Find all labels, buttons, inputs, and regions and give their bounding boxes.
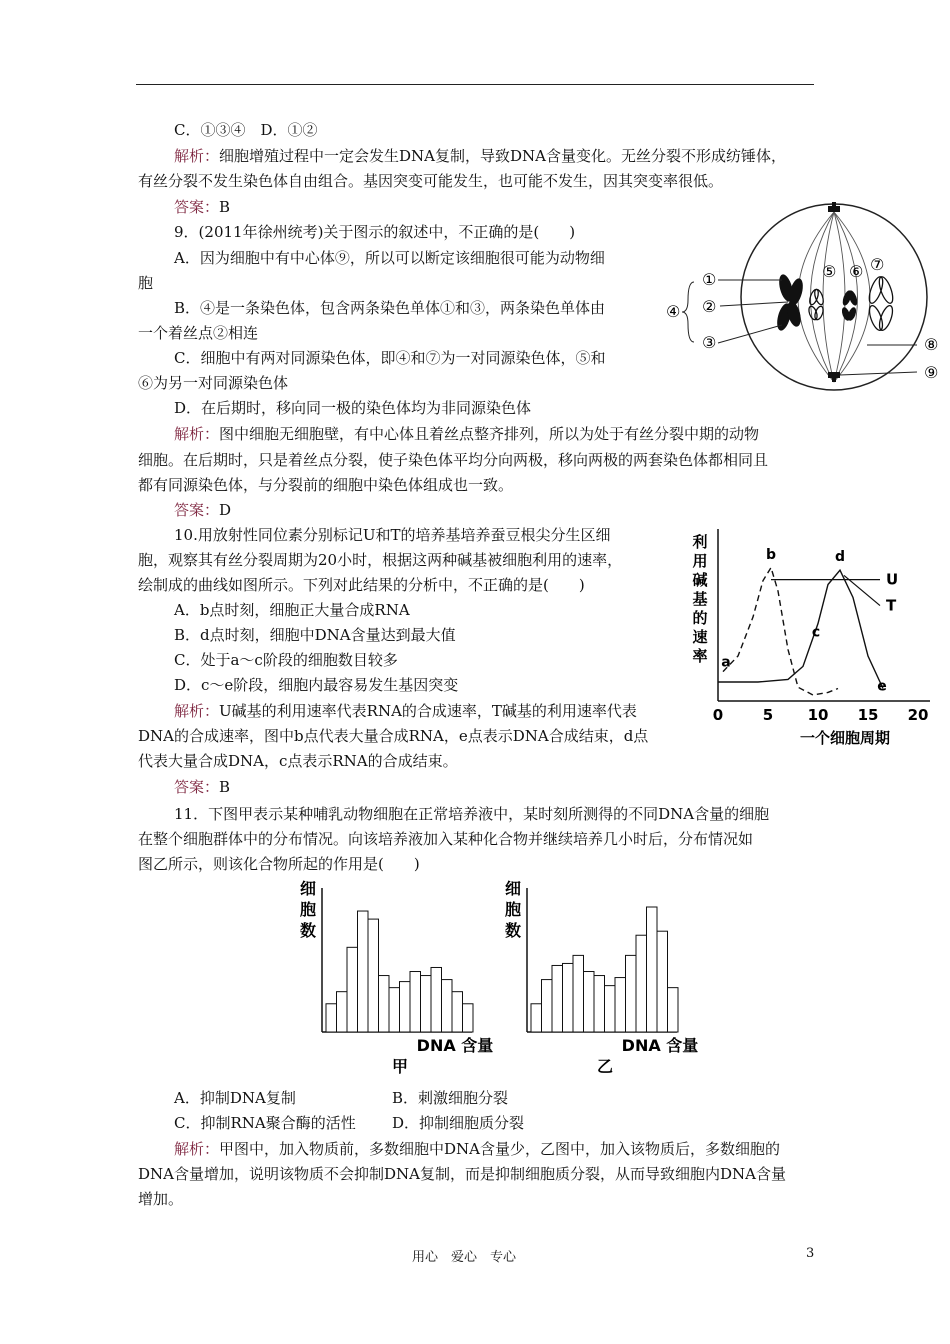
y-label-char: 细 [504,879,522,898]
x-tick-label: 10 [807,706,829,724]
histogram-bar [326,1004,337,1032]
base-usage-rate-chart [690,525,940,755]
q9-analysis-line2: 细胞。在后期时，只是着丝点分裂，使子染色体平均分向两极，移向两极的两套染色体都相同且 [138,451,769,469]
q9-option-d: D．在后期时，移向同一极的染色体均为非同源染色体 [174,399,532,417]
q11-analysis-line2: DNA含量增加，说明该物质不会抑制DNA复制，而是抑制细胞质分裂，从而导致细胞内DNA含量 [138,1165,786,1183]
label-8: ⑧ [924,335,939,354]
header-rule [136,84,814,85]
q11-option-c: C．抑制RNA聚合酶的活性 [174,1114,356,1132]
q8-options-cd: C．①③④ D．①② [174,121,318,139]
histogram-bar [400,982,411,1032]
point-label-b: b [765,547,777,563]
series-T-label: T [886,596,897,615]
point-label-d: d [834,549,846,565]
histogram-bar [347,947,358,1032]
histogram-bar [531,1004,542,1032]
q10-stem-line2: 胞，观察其有丝分裂周期为20小时，根据这两种碱基被细胞利用的速率， [138,551,623,569]
q9-analysis-line3: 都有同源染色体，与分裂前的细胞中染色体组成也一致。 [138,476,514,494]
y-label-char: 用 [692,552,708,570]
q8-answer: 答案：B [174,198,231,216]
y-label-char: 数 [504,921,522,940]
label-7: ⑦ [870,255,885,274]
x-tick-label: 0 [712,706,724,724]
x-tick-label: 5 [762,706,774,724]
histogram-bar [431,967,442,1032]
q10-option-c: C．处于a～c阶段的细胞数目较多 [174,651,398,669]
x-axis-label: 一个细胞周期 [799,729,891,747]
y-label-char: 利 [692,533,708,551]
histogram-bar [410,972,421,1032]
analysis-label: 解析： [174,1140,220,1158]
series-U-label: U [886,570,899,589]
q9-option-a-line2: 胞 [138,274,154,292]
q10-answer: 答案：B [174,778,231,796]
histogram-bar [442,980,453,1032]
point-label-e: e [877,678,887,695]
q10-analysis-line2: DNA的合成速率，图中b点代表大量合成RNA，e点表示DNA合成结束，d点 [138,727,649,745]
label-9: ⑨ [924,363,939,382]
q11-option-b: B．刺激细胞分裂 [392,1089,509,1107]
chromosome-7 [867,275,896,332]
label-1: ① [702,270,717,289]
histogram-bar [379,976,390,1032]
x-tick-label: 20 [907,706,929,724]
cell-membrane [741,204,927,390]
histogram-bar [463,1004,474,1032]
histogram-bar [389,988,400,1032]
q9-option-c-line1: C．细胞中有两对同源染色体，即④和⑦为一对同源染色体，⑤和 [174,349,606,367]
label-4: ④ [666,302,681,321]
histogram-bar [594,976,605,1032]
y-label-char: 速 [692,628,708,646]
x-axis-label: DNA 含量 [416,1036,494,1055]
histogram-bar [605,986,616,1032]
centriole-bottom [828,372,840,382]
chart-title: 甲 [391,1057,409,1076]
q11-analysis-line3: 增加。 [138,1190,184,1208]
q9-option-b-line1: B．④是一条染色体，包含两条染色单体①和③，两条染色单体由 [174,299,606,317]
label-2: ② [702,297,717,316]
q9-answer: 答案：D [174,501,232,519]
q11-analysis-line1: 解析：甲图中，加入物质前，多数细胞中DNA含量少，乙图中，加入该物质后，多数细胞的 [174,1140,781,1158]
histogram-bar [626,955,637,1032]
y-label-char: 数 [299,921,317,940]
spindle-fibers [798,212,870,382]
q8-analysis-line1: 解析：细胞增殖过程中一定会发生DNA复制，导致DNA含量变化。无丝分裂不形成纺锤体， [174,147,786,165]
label-6: ⑥ [849,262,864,281]
histogram-bar [337,992,348,1032]
q11-stem-line3: 图乙所示，则该化合物所起的作用是( ) [138,855,420,873]
q10-option-b: B．d点时刻，细胞中DNA含量达到最大值 [174,626,456,644]
y-label-char: 基 [692,590,708,608]
series-U-line [723,568,838,695]
footer-motto: 用心 爱心 专心 [412,1250,517,1265]
y-label-char: 率 [692,647,708,665]
q10-option-d: D．c～e阶段，细胞内最容易发生基因突变 [174,676,459,694]
page-number: 3 [806,1246,815,1261]
histogram-bar [452,992,463,1032]
histogram-bar [358,911,369,1032]
q10-option-a: A．b点时刻，细胞正大量合成RNA [174,601,410,619]
y-axis-label [691,533,707,665]
histogram-bar [563,963,574,1032]
q8-analysis-line2: 有丝分裂不发生染色体自由组合。基因突变可能发生，也可能不发生，因其突变率很低。 [138,172,724,190]
q9-option-c-line2: ⑥为另一对同源染色体 [138,374,289,392]
q10-analysis-line1: 解析：U碱基的利用速率代表RNA的合成速率，T碱基的利用速率代表 [174,702,637,720]
histogram-bar [542,980,553,1032]
label-3: ③ [702,333,717,352]
x-axis-label: DNA 含量 [621,1036,699,1055]
histogram-yi [495,876,710,1076]
point-label-c: c [811,624,821,641]
histogram-bar [636,935,647,1032]
chart-title: 乙 [596,1057,614,1076]
q9-stem: 9．(2011年徐州统考)关于图示的叙述中，不正确的是( ) [174,223,576,241]
q9-option-a-line1: A．因为细胞中有中心体⑨，所以可以断定该细胞很可能为动物细 [174,249,605,267]
q10-stem-line3: 绘制成的曲线如图所示。下列对此结果的分析中，不正确的是( ) [138,576,585,594]
q11-option-a: A．抑制DNA复制 [174,1089,296,1107]
x-tick-label: 15 [857,706,879,724]
y-label-char: 的 [692,609,708,627]
histogram-bar [668,988,679,1032]
histogram-bar [552,965,563,1032]
histogram-bar [421,976,432,1032]
q11-option-d: D．抑制细胞质分裂 [392,1114,525,1132]
histogram-bar [573,955,584,1032]
q11-stem-line1: 11．下图甲表示某种哺乳动物细胞在正常培养液中，某时刻所测得的不同DNA含量的细胞 [174,805,770,823]
analysis-label: 解析： [174,702,220,720]
y-label-char: 胞 [299,900,317,919]
histogram-bar [657,931,668,1032]
analysis-label: 解析： [174,425,220,443]
cell-division-diagram [662,200,950,395]
answer-label: 答案： [174,198,220,216]
histogram-bar [647,907,658,1032]
y-label-char: 胞 [504,900,522,919]
y-label-char: 细 [299,879,317,898]
histogram-bar [368,919,379,1032]
histogram-bar [615,978,626,1032]
answer-label: 答案： [174,778,220,796]
q11-stem-line2: 在整个细胞群体中的分布情况。向该培养液加入某种化合物并继续培养几小时后，分布情况如 [138,830,754,848]
histogram-jia [290,876,505,1076]
q9-option-b-line2: 一个着丝点②相连 [138,324,259,342]
label-5: ⑤ [822,262,837,281]
chromosome-5 [807,288,825,320]
analysis-label: 解析： [174,147,220,165]
y-label-char: 碱 [692,571,708,589]
answer-label: 答案： [174,501,220,519]
q10-analysis-line3: 代表大量合成DNA，c点表示RNA的合成结束。 [138,752,458,770]
q10-stem-line1: 10.用放射性同位素分别标记U和T的培养基培养蚕豆根尖分生区细 [174,526,611,544]
point-label-a: a [721,654,731,671]
histogram-bar [584,972,595,1032]
q9-analysis-line1: 解析：图中细胞无细胞壁，有中心体且着丝点整齐排列，所以为处于有丝分裂中期的动物 [174,425,760,443]
